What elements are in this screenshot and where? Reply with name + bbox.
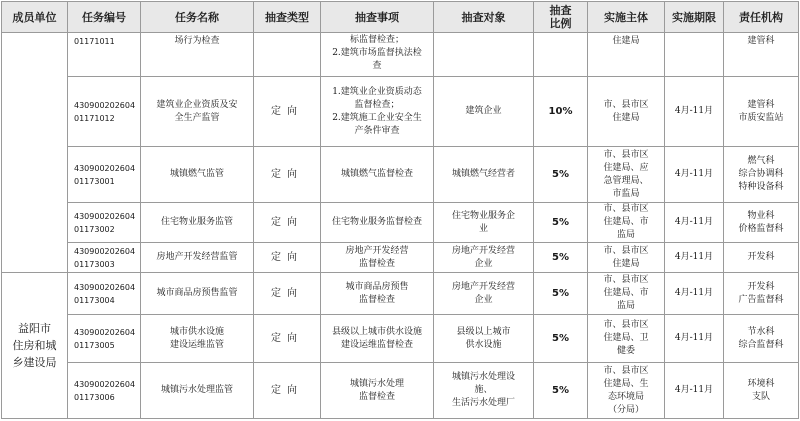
header-task-code: 任务编号 [68,2,141,33]
header-check-ratio: 抽查 比例 [534,2,588,33]
period: 4月-11月 [665,363,724,419]
check-type: 定向 [254,243,321,273]
check-target [434,33,534,77]
table-row [2,33,799,77]
period: 4月-11月 [665,243,724,273]
task-name: 城镇燃气监管 [141,147,254,203]
task-code: 430900202604 01173004 [68,273,141,315]
check-items: 房地产开发经营 监督检查 [321,243,434,273]
check-ratio: 5% [534,203,588,243]
task-code: 430900202604 01173002 [68,203,141,243]
check-ratio: 5% [534,315,588,363]
responsible-org: 建管科 [724,33,799,77]
task-name: 场行为检查 [141,33,254,77]
task-code: 01171011 [68,33,141,77]
header-check-type: 抽查类型 [254,2,321,33]
task-code: 430900202604 01173001 [68,147,141,203]
subject: 市、县市区 住建局 [588,77,665,147]
check-type: 定向 [254,315,321,363]
responsible-org: 建管科 市质安监站 [724,77,799,147]
member-unit-cell-upper [2,33,68,273]
check-target: 城镇燃气经营者 [434,147,534,203]
subject: 市、县市区 住建局、生 态环境局 （分局） [588,363,665,419]
header-row [2,2,799,33]
table-row [2,315,799,363]
responsible-org: 开发科 广告监督科 [724,273,799,315]
check-type: 定向 [254,363,321,419]
table-row [2,147,799,203]
task-name: 房地产开发经营监管 [141,243,254,273]
subject: 住建局 [588,33,665,77]
task-code: 430900202604 01173006 [68,363,141,419]
period: 4月-11月 [665,203,724,243]
period [665,33,724,77]
task-name: 城市商品房预售监管 [141,273,254,315]
inspection-task-table [1,1,799,419]
table-row [2,243,799,273]
responsible-org: 环境科 支队 [724,363,799,419]
task-name: 住宅物业服务监管 [141,203,254,243]
check-target: 住宅物业服务企 业 [434,203,534,243]
check-items: 住宅物业服务监督检查 [321,203,434,243]
header-period: 实施期限 [665,2,724,33]
period: 4月-11月 [665,147,724,203]
member-unit-cell: 益阳市 住房和城 乡建设局 [2,273,68,419]
table-row [2,273,799,315]
check-ratio: 5% [534,363,588,419]
task-name: 建筑业企业资质及安 全生产监管 [141,77,254,147]
responsible-org: 燃气科 综合协调科 特种设备科 [724,147,799,203]
header-org: 责任机构 [724,2,799,33]
check-type [254,33,321,77]
check-ratio: 10% [534,77,588,147]
check-target: 房地产开发经营 企业 [434,243,534,273]
task-code: 430900202604 01173005 [68,315,141,363]
check-target: 建筑企业 [434,77,534,147]
check-target: 城镇污水处理设 施、 生活污水处理厂 [434,363,534,419]
check-items: 城镇污水处理 监督检查 [321,363,434,419]
check-items: 城市商品房预售 监督检查 [321,273,434,315]
check-target: 县级以上城市 供水设施 [434,315,534,363]
table-row [2,203,799,243]
table-row [2,77,799,147]
period: 4月-11月 [665,315,724,363]
check-ratio: 5% [534,147,588,203]
check-type: 定向 [254,273,321,315]
check-type: 定向 [254,203,321,243]
period: 4月-11月 [665,273,724,315]
subject: 市、县市区 住建局、卫 健委 [588,315,665,363]
header-subject: 实施主体 [588,2,665,33]
task-name: 城镇污水处理监管 [141,363,254,419]
header-task-name: 任务名称 [141,2,254,33]
task-code: 430900202604 01171012 [68,77,141,147]
check-ratio: 5% [534,273,588,315]
check-ratio [534,33,588,77]
header-check-target: 抽查对象 [434,2,534,33]
subject: 市、县市区 住建局、市 监局 [588,203,665,243]
responsible-org: 物业科 价格监督科 [724,203,799,243]
check-items: 城镇燃气监督检查 [321,147,434,203]
check-type: 定向 [254,77,321,147]
period: 4月-11月 [665,77,724,147]
header-member-unit: 成员单位 [2,2,68,33]
check-target: 房地产开发经营 企业 [434,273,534,315]
check-items: 标监督检查； 2.建筑市场监督执法检 查 [321,33,434,77]
subject: 市、县市区 住建局 [588,243,665,273]
header-check-items: 抽查事项 [321,2,434,33]
task-name: 城市供水设施 建设运维监管 [141,315,254,363]
check-items: 县级以上城市供水设施 建设运维监督检查 [321,315,434,363]
table-row [2,363,799,419]
subject: 市、县市区 住建局、应 急管理局、 市监局 [588,147,665,203]
check-type: 定向 [254,147,321,203]
responsible-org: 开发科 [724,243,799,273]
check-items: 1.建筑业企业资质动态 监督检查； 2.建筑施工企业安全生 产条件审查 [321,77,434,147]
check-ratio: 5% [534,243,588,273]
responsible-org: 节水科 综合监督科 [724,315,799,363]
subject: 市、县市区 住建局、市 监局 [588,273,665,315]
task-code: 430900202604 01173003 [68,243,141,273]
